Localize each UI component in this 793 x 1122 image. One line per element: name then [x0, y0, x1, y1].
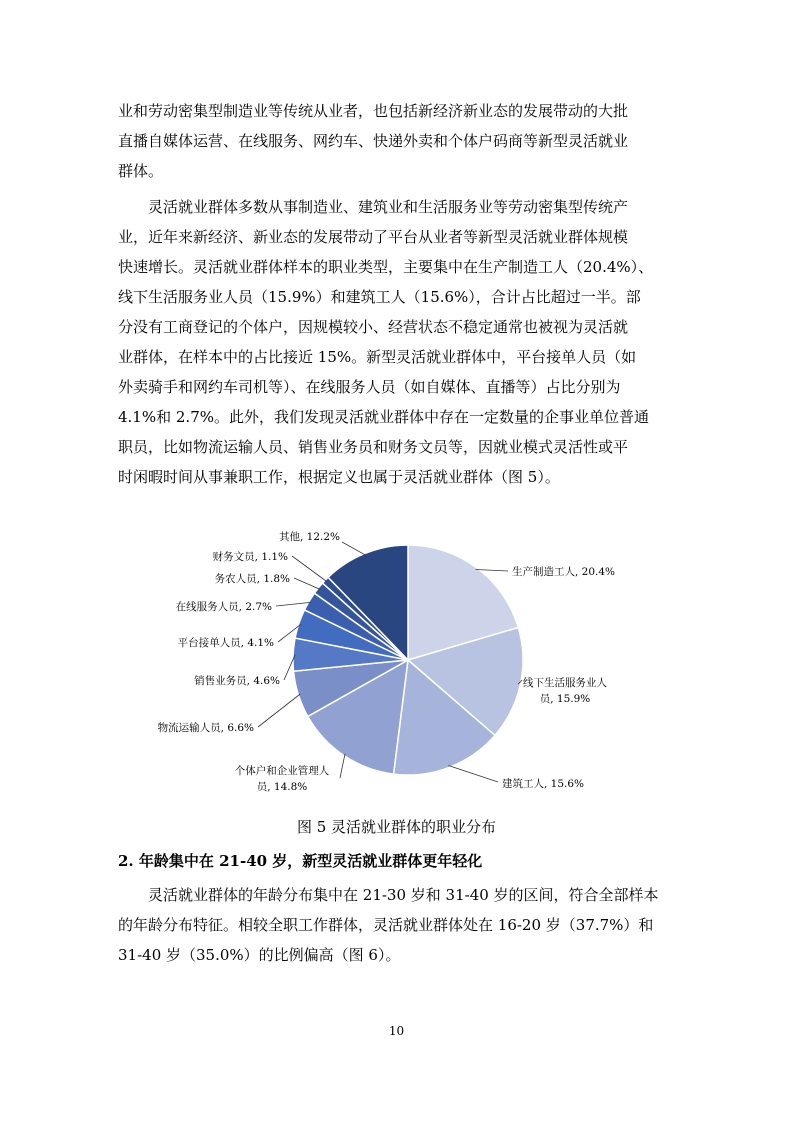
- slice-label-10: 财务文员, 1.1%: [212, 551, 288, 563]
- text-line: 4.1%和 2.7%。此外，我们发现灵活就业群体中存在一定数量的企事业单位普通: [118, 408, 649, 426]
- text-line: 31-40 岁（35.0%）的比例偏高（图 6）。: [118, 946, 401, 964]
- text-line: 灵活就业群体多数从事制造业、建筑业和生活服务业等劳动密集型传统产: [148, 198, 629, 216]
- section-heading: 2. 年龄集中在 21-40 岁，新型灵活就业群体更年轻化: [118, 852, 483, 870]
- leader-line-11: [342, 542, 366, 555]
- slice-label-4: 个体户和企业管理人员, 14.8%: [234, 765, 330, 793]
- text-line: 分没有工商登记的个体户，因规模较小、经营状态不稳定通常也被视为灵活就: [118, 318, 629, 336]
- text-line: 业和劳动密集型制造业等传统从业者，也包括新经济新业态的发展带动的大批: [118, 102, 629, 120]
- pie-slices: [293, 545, 523, 775]
- text-line: 业，近年来新经济、新业态的发展带动了平台从业者等新型灵活就业群体规模: [118, 228, 629, 246]
- slice-label-8: 在线服务人员, 2.7%: [175, 601, 272, 613]
- leader-line-10: [292, 556, 327, 582]
- slice-label-9: 务农人员, 1.8%: [214, 573, 290, 585]
- text-line: 灵活就业群体的年龄分布集中在 21-30 岁和 31-40 岁的区间，符合全部样本: [148, 886, 659, 904]
- page-number: 10: [388, 1024, 405, 1038]
- text-line: 业群体，在样本中的占比接近 15%。新型灵活就业群体中，平台接单人员（如: [118, 348, 637, 366]
- slice-label-5: 物流运输人员, 6.6%: [157, 722, 254, 734]
- leader-line-8: [276, 602, 311, 606]
- text-line: 时闲暇时间从事兼职工作，根据定义也属于灵活就业群体（图 5）。: [118, 468, 560, 486]
- text-line: 外卖骑手和网约车司机等）、在线服务人员（如自媒体、直播等）占比分别为: [118, 378, 621, 396]
- leader-line-5: [258, 694, 300, 727]
- text-line: 线下生活服务业人员（15.9%）和建筑工人（15.6%），合计占比超过一半。部: [118, 288, 641, 306]
- text-line: 的年龄分布特征。相较全职工作群体，灵活就业群体处在 16-20 岁（37.7%）和: [118, 916, 654, 934]
- slice-label-11: 其他, 12.2%: [278, 531, 340, 543]
- slice-label-2: 线下生活服务业人员, 15.9%: [523, 677, 607, 705]
- slice-label-1: 生产制造工人, 20.4%: [512, 566, 616, 578]
- paragraph-3: [118, 880, 680, 970]
- slice-label-3: 建筑工人, 15.6%: [502, 778, 585, 790]
- slice-label-6: 销售业务员, 4.6%: [194, 675, 280, 687]
- leader-line-4: [340, 754, 345, 778]
- text-line: 快速增长。灵活就业群体样本的职业类型，主要集中在生产制造工人（20.4%）、: [118, 258, 654, 276]
- figure-caption: 图 5 灵活就业群体的职业分布: [296, 818, 497, 836]
- slice-label-7: 平台接单人员, 4.1%: [177, 637, 274, 649]
- occupation-pie-chart: [150, 520, 650, 805]
- text-line: 群体。: [118, 162, 164, 180]
- leader-line-3: [448, 766, 498, 783]
- text-line: 直播自媒体运营、在线服务、网约车、快递外卖和个体户码商等新型灵活就业: [118, 132, 629, 150]
- leader-line-9: [294, 578, 320, 589]
- text-line: 职员，比如物流运输人员、销售业务员和财务文员等，因就业模式灵活性或平: [118, 438, 629, 456]
- paragraph-2: [118, 192, 680, 492]
- paragraph-1: [118, 96, 680, 186]
